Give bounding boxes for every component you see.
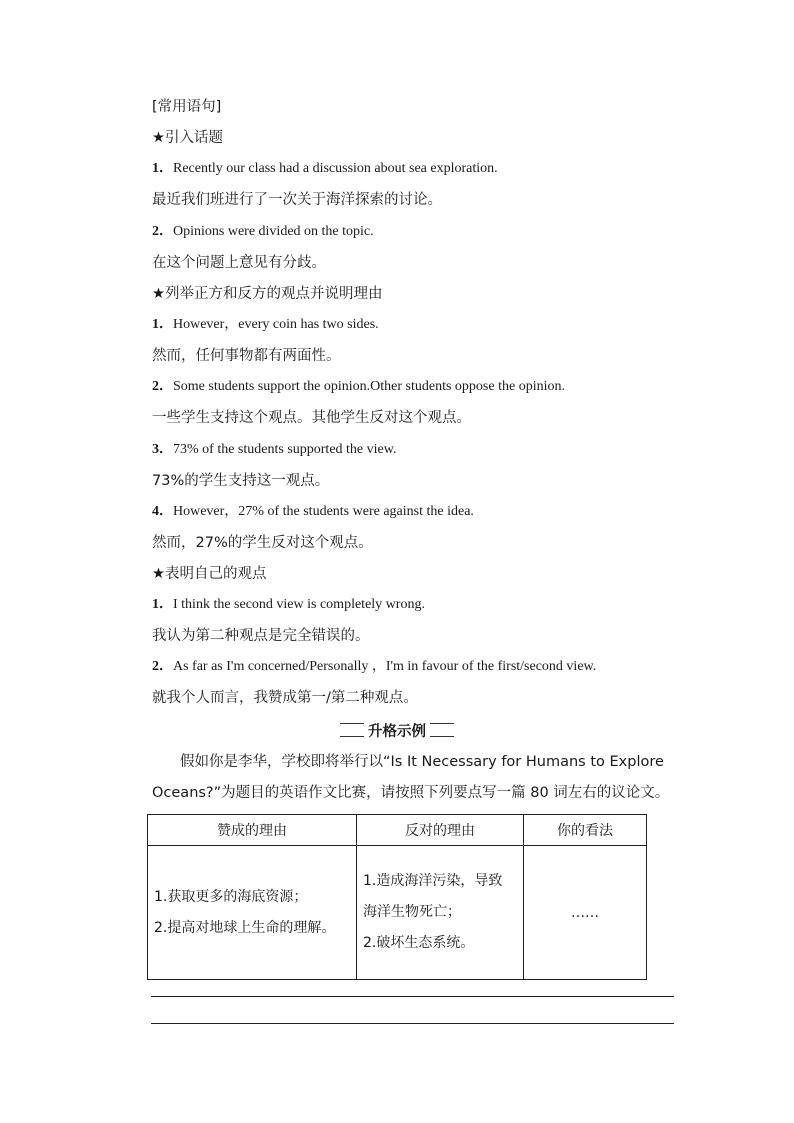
- pro-reason: 2.提高对地球上生命的理解。: [154, 919, 336, 936]
- con-reason: 1.造成海洋污染，导致: [363, 873, 503, 889]
- con-reason: 海洋生物死亡；: [363, 904, 461, 920]
- con-reason: 2.破坏生态系统。: [363, 935, 475, 951]
- section-title-pros-cons: ★列举正方和反方的观点并说明理由: [152, 286, 383, 302]
- sentence-en: 4．However，27% of the students were against the idea.: [152, 504, 474, 519]
- sentence-en: 1．I think the second view is completely wrong.: [152, 597, 425, 612]
- sentence-en: 1．However，every coin has two sides.: [152, 317, 379, 332]
- sentence-cn: 73%的学生支持这一观点。: [152, 473, 330, 489]
- sentence-cn: 就我个人而言，我赞成第一/第二种观点。: [152, 690, 418, 706]
- header-view: 你的看法: [524, 815, 647, 846]
- header-pro: 赞成的理由: [148, 815, 357, 846]
- sentence-cn: 最近我们班进行了一次关于海洋探索的讨论。: [152, 192, 442, 208]
- sentence-en: 2．Opinions were divided on the topic.: [152, 224, 374, 239]
- sentence-en: 3．73% of the students supported the view.: [152, 442, 397, 457]
- example-banner: 升格示例: [340, 720, 454, 740]
- sentence-en: 2．Some students support the opinion.Other students oppose the opinion.: [152, 379, 565, 394]
- sentence-cn: 一些学生支持这个观点。其他学生反对这个观点。: [152, 410, 471, 426]
- section-title-own-view: ★表明自己的观点: [152, 566, 267, 582]
- answer-line[interactable]: [151, 1023, 674, 1024]
- pro-reasons-cell: [148, 846, 357, 980]
- section-title-introduce: ★引入话题: [152, 130, 223, 146]
- answer-line[interactable]: [151, 996, 674, 997]
- sentence-en: 2．As far as I'm concerned/Personally ，I'm in favour of the first/second view.: [152, 659, 597, 674]
- reasons-table: [147, 814, 647, 980]
- prompt-line-2: Oceans?”为题目的英语作文比赛，请按照下列要点写一篇 80 词左右的议论文。: [152, 785, 670, 801]
- your-view-cell: ……: [524, 846, 647, 980]
- prompt-line-1: 假如你是李华，学校即将举行以“Is It Necessary for Humans to Explore: [180, 754, 664, 770]
- writing-prompt: [152, 747, 670, 809]
- sentence-cn: 然而，任何事物都有两面性。: [152, 348, 341, 364]
- sentence-en: 1．Recently our class had a discussion about sea exploration.: [152, 161, 498, 176]
- pro-reason: 1.获取更多的海底资源；: [154, 888, 308, 905]
- header-con: 反对的理由: [357, 815, 524, 846]
- con-reasons-cell: [357, 846, 524, 980]
- section-heading: [常用语句]: [152, 99, 222, 115]
- sentence-cn: 在这个问题上意见有分歧。: [152, 255, 326, 271]
- sentence-cn: 然而，27%的学生反对这个观点。: [152, 535, 373, 551]
- sentence-cn: 我认为第二种观点是完全错误的。: [152, 628, 370, 644]
